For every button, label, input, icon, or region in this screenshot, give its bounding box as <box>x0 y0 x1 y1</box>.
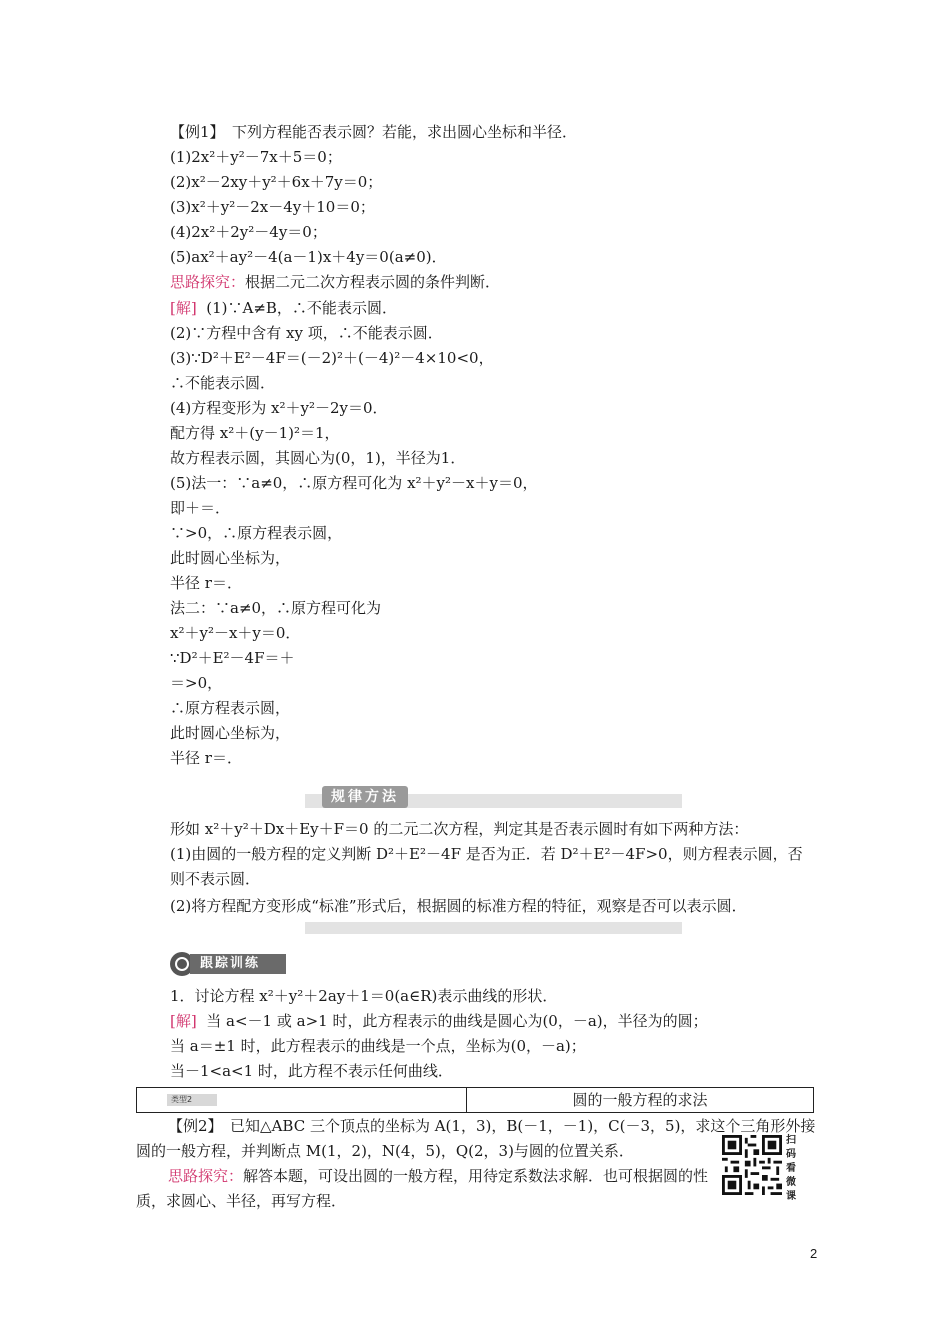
example1-item: (2)x²－2xy＋y²＋6x＋7y＝0； <box>170 173 383 191</box>
solution-line: (2)∵方程中含有 xy 项，∴不能表示圆． <box>170 324 443 342</box>
solution-line: 此时圆心坐标为， <box>170 724 291 742</box>
type2-tag: 类型2 <box>167 1094 217 1106</box>
solution-line: ∴原方程表示圆， <box>170 699 291 717</box>
example1-item: (5)ax²＋ay²－4(a－1)x＋4y＝0(a≠0)． <box>170 248 447 266</box>
solution-tag: [解] <box>170 1012 197 1030</box>
solution-line: ＝>0， <box>170 674 223 692</box>
training-question: 1．讨论方程 x²＋y²＋2ay＋1＝0(a∈R)表示曲线的形状． <box>170 987 558 1005</box>
solution-line: (4)方程变形为 x²＋y²－2y＝0． <box>170 399 388 417</box>
method-tag: 规律方法 <box>322 786 408 808</box>
training-answer <box>170 1010 708 1032</box>
solution-line: 即＋＝． <box>170 499 231 517</box>
solution-line: ∴不能表示圆． <box>170 374 276 392</box>
solution-line: 配方得 x²＋(y－1)²＝1， <box>170 424 340 442</box>
hint-label: 思路探究： <box>168 1167 244 1185</box>
solution-line: (3)∵D²＋E²－4F＝(－2)²＋(－4)²－4×10<0， <box>170 349 494 367</box>
method-footer-bar <box>305 922 682 934</box>
example1-item: (4)2x²＋2y²－4y＝0； <box>170 223 327 241</box>
type2-header <box>136 1087 814 1113</box>
qr-caption: 扫码看微课 <box>786 1135 796 1202</box>
answer-text: 当 a<－1 或 a>1 时，此方程表示的曲线是圆心为(0，－a)，半径为的圆； <box>206 1012 708 1030</box>
qr-code-icon[interactable] <box>722 1135 782 1195</box>
solution-text: (1)∵A≠B，∴不能表示圆． <box>206 299 397 317</box>
solution-line: ∵D²＋E²－4F＝＋ <box>170 649 295 667</box>
solution-tag: [解] <box>170 299 197 317</box>
type2-title: 圆的一般方程的求法 <box>572 1091 708 1109</box>
training-answer: 当－1<a<1 时，此方程不表示任何曲线． <box>170 1062 453 1080</box>
training-tag <box>170 952 288 976</box>
method-intro: 形如 x²＋y²＋Dx＋Ey＋F＝0 的二元二次方程，判定其是否表示圆时有如下两种方法： <box>170 820 749 838</box>
solution-line: 故方程表示圆，其圆心为(0，1)，半径为1． <box>170 449 466 467</box>
example2-title: 【例2】 已知△ABC 三个顶点的坐标为 A(1，3)，B(－1，－1)，C(－3，5)，求这个三角形外接圆的一般方程，并判断点 M(1，2)，N(4，5)，Q(2，3)与圆的位置关系． <box>136 1117 816 1160</box>
solution-line: x²＋y²－x＋y＝0． <box>170 624 301 642</box>
solution-line: 法二：∵a≠0，∴原方程可化为 <box>170 599 382 617</box>
method-point1: (1)由圆的一般方程的定义判断 D²＋E²－4F 是否为正．若 D²＋E²－4F>0，则方程表示圆，否则不表示圆． <box>170 845 803 888</box>
example1-item: (1)2x²＋y²－7x＋5＝0； <box>170 148 342 166</box>
solution-line: ∵>0，∴原方程表示圆， <box>170 524 343 542</box>
page-number: 2 <box>810 1246 818 1261</box>
example2-hint <box>136 1164 711 1214</box>
example1-item: (3)x²＋y²－2x－4y＋10＝0； <box>170 198 375 216</box>
hint-text: 根据二元二次方程表示圆的条件判断． <box>245 273 501 291</box>
solution-line: 半径 r＝． <box>170 749 242 767</box>
solution-line <box>170 297 397 319</box>
example1-hint <box>170 271 500 293</box>
hint-label: 思路探究： <box>170 273 246 291</box>
solution-line: 此时圆心坐标为， <box>170 549 291 567</box>
hint-text: 解答本题，可设出圆的一般方程，用待定系数法求解．也可根据圆的性质，求圆心、半径，再写方程． <box>136 1167 709 1210</box>
training-label: 跟踪训练 <box>190 954 286 974</box>
example1-title: 【例1】 下列方程能否表示圆？若能，求出圆心坐标和半径． <box>170 123 578 141</box>
training-answer: 当 a＝±1 时，此方程表示的曲线是一个点，坐标为(0，－a)； <box>170 1037 586 1055</box>
solution-line: 半径 r＝． <box>170 574 242 592</box>
method-point2: (2)将方程配方变形成“标准”形式后，根据圆的标准方程的特征，观察是否可以表示圆． <box>170 897 747 915</box>
solution-line: (5)法一：∵a≠0，∴原方程可化为 x²＋y²－x＋y＝0， <box>170 474 538 492</box>
